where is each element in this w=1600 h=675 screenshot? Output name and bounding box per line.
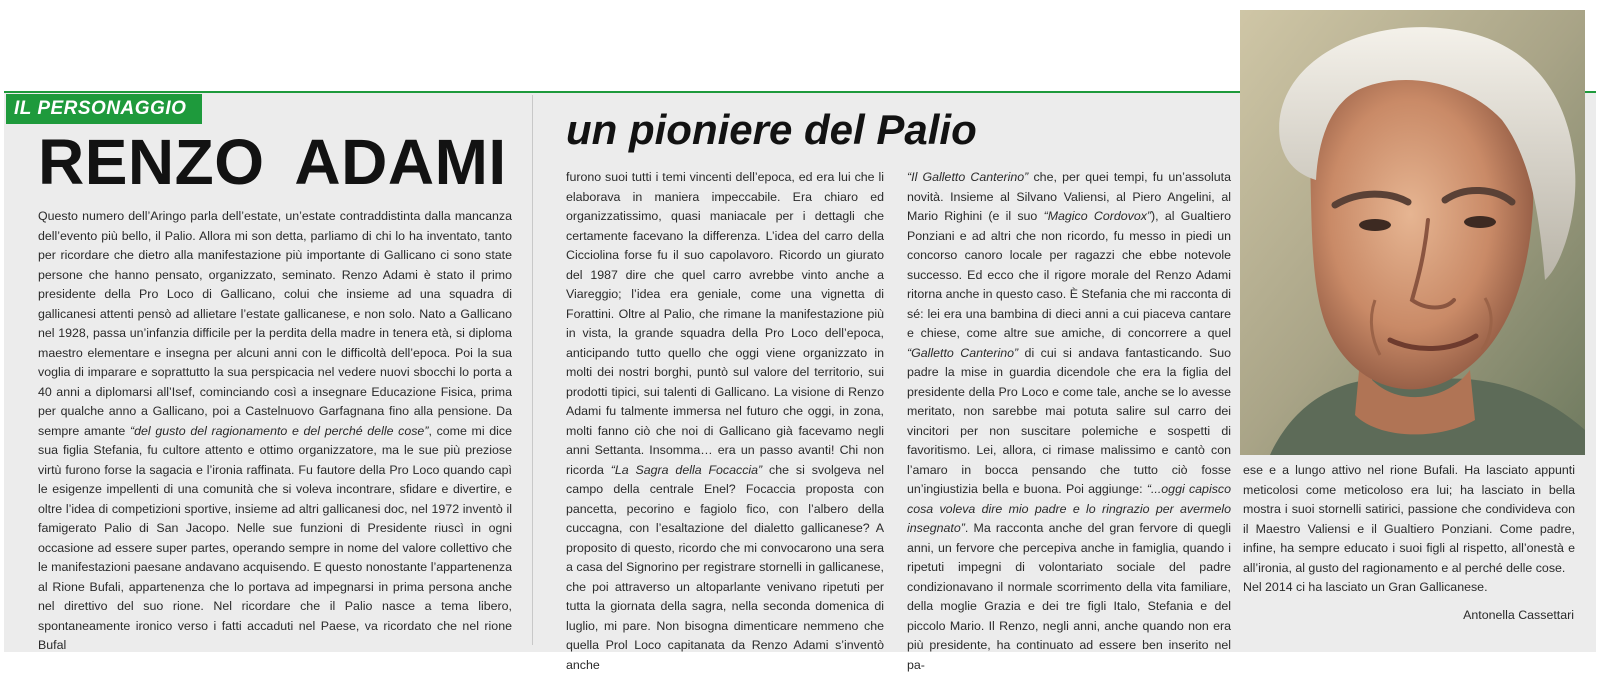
eye-right: [1464, 216, 1496, 228]
text-run: . Ma racconta anche del gran fervore di quegli anni, un fervore che percepiva anche in famiglia, quando i ripetuti impegni di volontariato sociale del padre condizionavano il normale scorrimento della vita familiare, della moglie Grazia e dei tre figli Italo, Stefania e del piccolo Mario. Il Renzo, negli anni, anche quando non era più presidente, ha continuato ad essere ben inserito nel pa-: [907, 521, 1231, 672]
portrait-illustration: [1240, 10, 1585, 455]
text-run: che, per quei tempi, fu un’assoluta novità. Insieme al Silvano Valiensi, al Piero Angelini, al Mario Righini (e il suo: [907, 170, 1231, 223]
column-3-paragraph: [907, 168, 1231, 675]
author-signature: Antonella Cassettari: [1463, 608, 1574, 622]
text-run: ), al Gualtiero Ponziani e ad altri che non ricordo, fu messo in piedi un concorso canoro locale per ragazzi che ebbe notevole successo. Ed ecco che il rigore morale del Renzo Adami ritorna anche in questo caso. È Stefania che mi racconta di sé: lei era una bambina di dieci anni a cui piaceva cantare e chiese, come altre sue amiche, di concorrere a quel: [907, 209, 1231, 340]
text-run: di cui si andava fantasticando. Suo padre la mise in guardia dicendole che era la figlia del presidente della Pro Loco e come tale, anche se lo avesse meritato, non sarebbe mai potuta salire sul carro dei vincitori per non suscitare polemiche e sospetti di favoritismo. Lei, allora, ci rimase malissimo e cantò con l’amaro in bocca pensando che tutto ciò fosse un’ingiustizia bella e buona. Poi aggiunge:: [907, 345, 1232, 496]
quote-run: “Galletto Canterino”: [907, 345, 1019, 360]
quote-run: “Il Galletto Canterino”: [907, 170, 1029, 184]
text-run: Questo numero dell’Aringo parla dell’estate, un’estate contraddistinta dalla mancanza dell’evento più bello, il Palio. Allora mi son detta, parliamo di chi lo ha inventato, tanto per ricordare che dietro alla manifestazione più importante di Gallicano ci sono state persone che hanno pensato, organizzato, seminato. Renzo Adami è stato il primo presidente della Pro Loco di Gallicano, colui che insieme ad una squadra di gallicanesi attenti pensò ad allietare l’estate gallicanese, e non solo. Nato a Gallicano nel 1928, passa un’infanzia difficile per la perdita della madre in tenera età, si diploma maestro elementare e insegna per alcuni anni con le difficoltà dell’epoca. Poi la sua voglia di imparare e soprattutto la sua perspicacia nel vedere nuovi sbocchi lo porta a 40 anni a diplomarsi all’Isef, cominciando così a insegnare Educazione Fisica, prima per qualche anno a Gallicano, poi a Castelnuovo Garfagnana fino alla pensione. Da sempre amante: [38, 209, 512, 438]
text-run: ese e a lungo attivo nel rione Bufali. Ha lasciato appunti meticolosi come meticoloso era lui; ha lasciato in bella mostra i suoi stornelli satirici, passione che condivideva con il Maestro Valiensi e il Gualtiero Ponziani. Come padre, infine, ha sempre educato i suoi figli al rispetto, all’onestà e all’ironia, al gusto del ragionamento e al perché delle cose.: [1243, 463, 1575, 575]
section-tag: IL PERSONAGGIO: [6, 94, 202, 124]
article-subtitle: un pioniere del Palio: [566, 106, 977, 153]
eye-left: [1359, 219, 1391, 231]
text-column-2: [566, 168, 884, 672]
column-2-paragraph: [566, 168, 884, 675]
text-column-1: [38, 207, 513, 652]
text-column-4: [1243, 461, 1575, 621]
text-run: che si svolgeva nel campo della centrale Enel? Focaccia proposta con pancetta, pecorino e fagiolo fico, con l’albero della cuccagna, con l’esaltazione del dialetto gallicanese? A proposito di questo, ricordo che mi convocarono una sera a casa del Signorino per registrare stornelli in gallicanese, che poi attraverso un altoparlante venivano ripetuti per tutta la giornata della sagra, nella seconda domenica di luglio, mi pare. Non bisogna dimenticare nemmeno che quella Prol Loco capitanata da Renzo Adami s’inventò anche: [566, 462, 884, 672]
portrait-photo: [1240, 10, 1585, 455]
closing-line: Nel 2014 ci ha lasciato un Gran Gallicanese.: [1243, 580, 1488, 594]
article-title: RENZO ADAMI: [38, 126, 507, 198]
text-run: , come mi dice sua figlia Stefania, fu cultore attento e ottimo organizzatore, ma le sue più preziose virtù furono forse la sagacia e l’ironia raffinata. Fu fautore della Pro Loco quando capì le esigenze impellenti di una comunità che si voleva incontrare, sfidare e divertire, e oltre l’idea di competizioni sportive, insieme ad altri gallicanesi doc, nel 1972 inventò il famigerato Palio di San Jacopo. Nelle sue funzioni di Presidente riuscì in ogni occasione ad essere super partes, operando sempre in nome del valore collettivo che le manifestazioni paesane andavano acquisendo. E questo nonostante l’appartenenza al Rione Bufali, appartenenza che lo portava ad impegnarsi in prima persona anche nel direttivo del suo rione. Nel ricordare che il Palio nasce a tema libero, spontaneamente ironico verso i fatti accaduti nel Paese, va ricordato che nel rione Bufal: [38, 423, 513, 652]
column-4-paragraph: [1243, 461, 1575, 578]
column-1-paragraph: [38, 207, 512, 656]
quote-run: “La Sagra della Focaccia”: [610, 462, 763, 477]
text-run: furono suoi tutti i temi vincenti dell’epoca, ed era lui che li elaborava in maniera impeccabile. Era chiaro ed organizzatissimo, quasi maniacale per i dettagli che certamente facevano la differenza. L’idea del carro della Cicciolina forse fu il suo capolavoro. Ricordo un giurato del 1987 dire che quel carro avrebbe vinto anche a Viareggio; l’idea era geniale, come una vignetta di Forattini. Oltre al Palio, che rimane la manifestazione più in vista, la grande squadra della Pro Loco dell’epoca, anticipando tutto quello che oggi viene organizzato in molti dei nostri borghi, puntò sul valore del territorio, sui prodotti tipici, sui talenti di Gallicano. La visione di Renzo Adami fu talmente immersa nel futuro che oggi, in zona, molti fanno ciò che noi di Gallicano già facevamo negli anni Settanta. Insomma… era un passo avanti! Chi non ricorda: [566, 170, 884, 477]
quote-run: “...oggi capisco cosa voleva dire mio padre e lo ringrazio per avermelo insegnato”: [907, 482, 1231, 535]
text-column-3: [907, 168, 1232, 672]
quote-run: “del gusto del ragionamento e del perché delle cose”: [130, 423, 429, 438]
quote-run: “Magico Cordovox”: [1043, 209, 1152, 223]
column-divider: [532, 95, 533, 645]
